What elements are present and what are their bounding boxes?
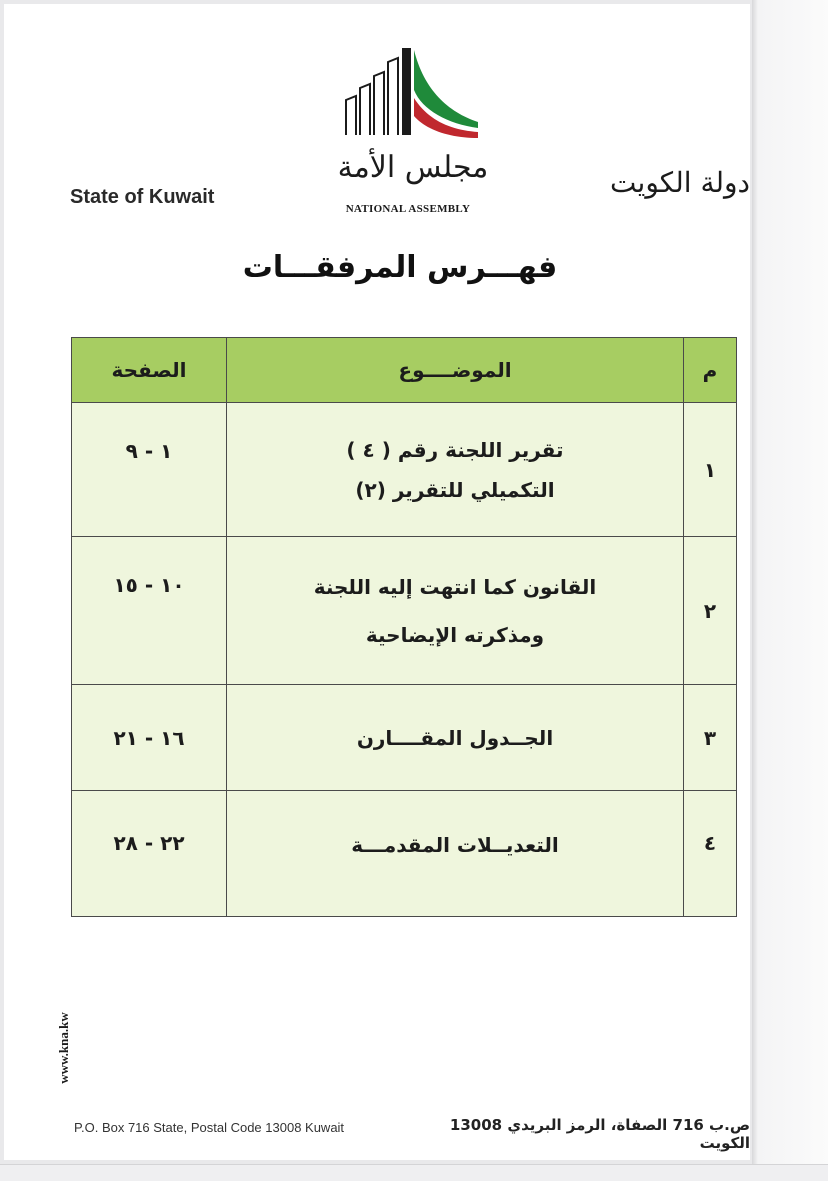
topic-line: القانون كما انتهت إليه اللجنة: [313, 574, 597, 599]
row-topic: [227, 537, 684, 685]
row-topic: [227, 791, 684, 917]
row-topic: [227, 403, 684, 537]
header-topic: الموضــــوع: [227, 338, 684, 403]
logo-english-text: NATIONAL ASSEMBLY: [345, 203, 471, 215]
row-pages: ٢٢ - ٢٨: [72, 791, 227, 917]
topic-line: تقرير اللجنة رقم ( ٤ ): [346, 437, 564, 462]
national-assembly-logo: [338, 40, 488, 150]
row-pages: ١٠ - ١٥: [72, 537, 227, 685]
footer-address-english: P.O. Box 716 State, Postal Code 13008 Kuwait: [74, 1120, 345, 1135]
header-number: م: [684, 338, 737, 403]
website-url: www.kna.kw: [56, 1012, 71, 1084]
row-pages: ١ - ٩: [72, 403, 227, 537]
state-name-arabic: دولة الكويت: [610, 166, 750, 199]
footer-address-arabic: ص.ب 716 الصفاة، الرمز البريدي 13008 الكويت: [449, 1116, 750, 1152]
logo-arabic-text: مجلس الأمة: [337, 150, 489, 185]
table-header-row: [72, 338, 737, 403]
topic-line: ومذكرته الإيضاحية: [365, 622, 545, 647]
table-row: [72, 791, 737, 917]
topic-line: التعديــلات المقدمـــة: [351, 833, 559, 857]
table-row: [72, 685, 737, 791]
row-topic: [227, 685, 684, 791]
header-page: الصفحة: [72, 338, 227, 403]
topic-line: التكميلي للتقرير (٢): [355, 477, 555, 502]
row-number: ٢: [684, 537, 737, 685]
page-gutter: [752, 0, 828, 1180]
attachments-index-table: [71, 337, 737, 917]
row-number: ٤: [684, 791, 737, 917]
next-page-edge: [0, 1164, 828, 1181]
row-number: ٣: [684, 685, 737, 791]
state-name-english: State of Kuwait: [70, 186, 215, 208]
row-pages: ١٦ - ٢١: [72, 685, 227, 791]
table-row: [72, 403, 737, 537]
page-title: فهـــرس المرفقـــات: [242, 250, 558, 285]
table-row: [72, 537, 737, 685]
topic-line: الجــدول المقــــارن: [356, 725, 554, 750]
row-number: ١: [684, 403, 737, 537]
